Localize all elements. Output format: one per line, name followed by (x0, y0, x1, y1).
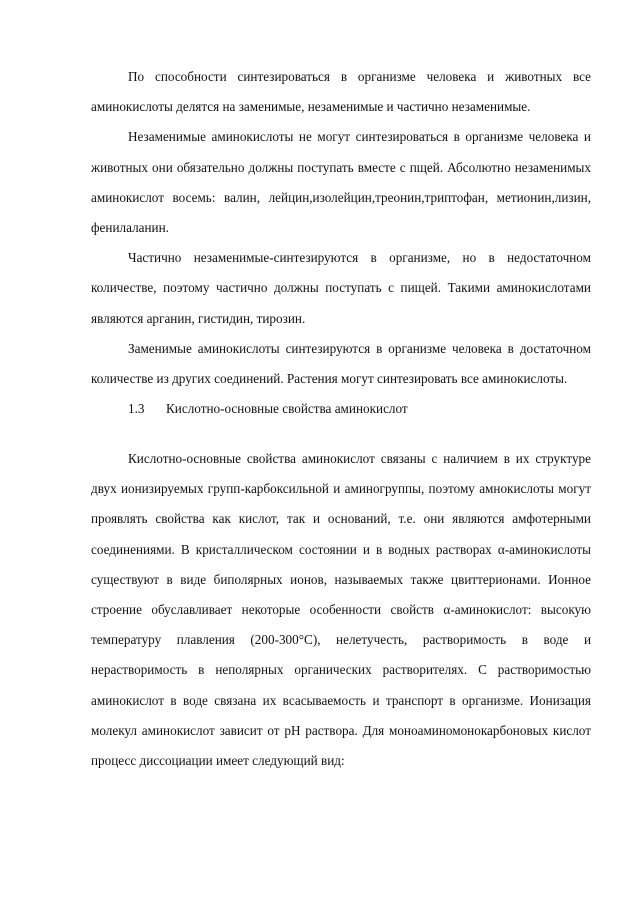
paragraph-classification: По способности синтезироваться в организме человека и животных все аминокислоты делятся на заменимые, незаменимые и частично незаменимые. (91, 69, 591, 115)
paragraph-nonessential: Заменимые аминокислоты синтезируются в организме человека в достаточном количестве из других соединений. Растения могут синтезировать все аминокислоты. (91, 340, 591, 387)
section-acid-base (91, 444, 591, 776)
section-title: Кислотно-основные свойства аминокислот (166, 401, 408, 416)
paragraph-acid-base: Кислотно-основные свойства аминокислот связаны с наличием в их структуре двух ионизируемых групп-карбоксильной и аминогруппы, поэтому амнокислоты могут проявлять свойства как кислот, так и оснований, т.е. они являются амфотерными соединениями. В кристаллическом состоянии и в водных растворах α-аминокислоты существуют в виде биполярных ионов, называемых также цвиттерионами. Ионное строение обуславливает некоторые особенности свойств α-аминокислот: высокую температуру плавления (200-300°С), нелетучесть, растворимость в воде и нерастворимость в неполярных органических растворителях. С растворимостью аминокислот в воде связана их всасываемость и транспорт в организме. Ионизация молекул аминокислот зависит от рН раствора. Для моноаминомонокарбоновых кислот процесс диссоциации имеет следующий вид: (91, 451, 591, 769)
section-amino-classification (91, 62, 591, 394)
paragraph-partially-essential: Частично незаменимые-синтезируются в организме, но в недостаточном количестве, поэтому частично должны поступать с пищей. Такими аминокислотами являются арганин, гистидин, тирозин. (91, 250, 591, 326)
paragraph-essential: Незаменимые аминокислоты не могут синтезироваться в организме человека и животных они обязательно должны поступать вместе с пщей. Абсолютно незаменимых аминокислот восемь: валин, лейцин,изолейцин,треонин,триптофан, метионин,лизин, фенилаланин. (91, 129, 591, 236)
section-heading (128, 394, 408, 424)
section-number: 1.3 (128, 401, 145, 416)
